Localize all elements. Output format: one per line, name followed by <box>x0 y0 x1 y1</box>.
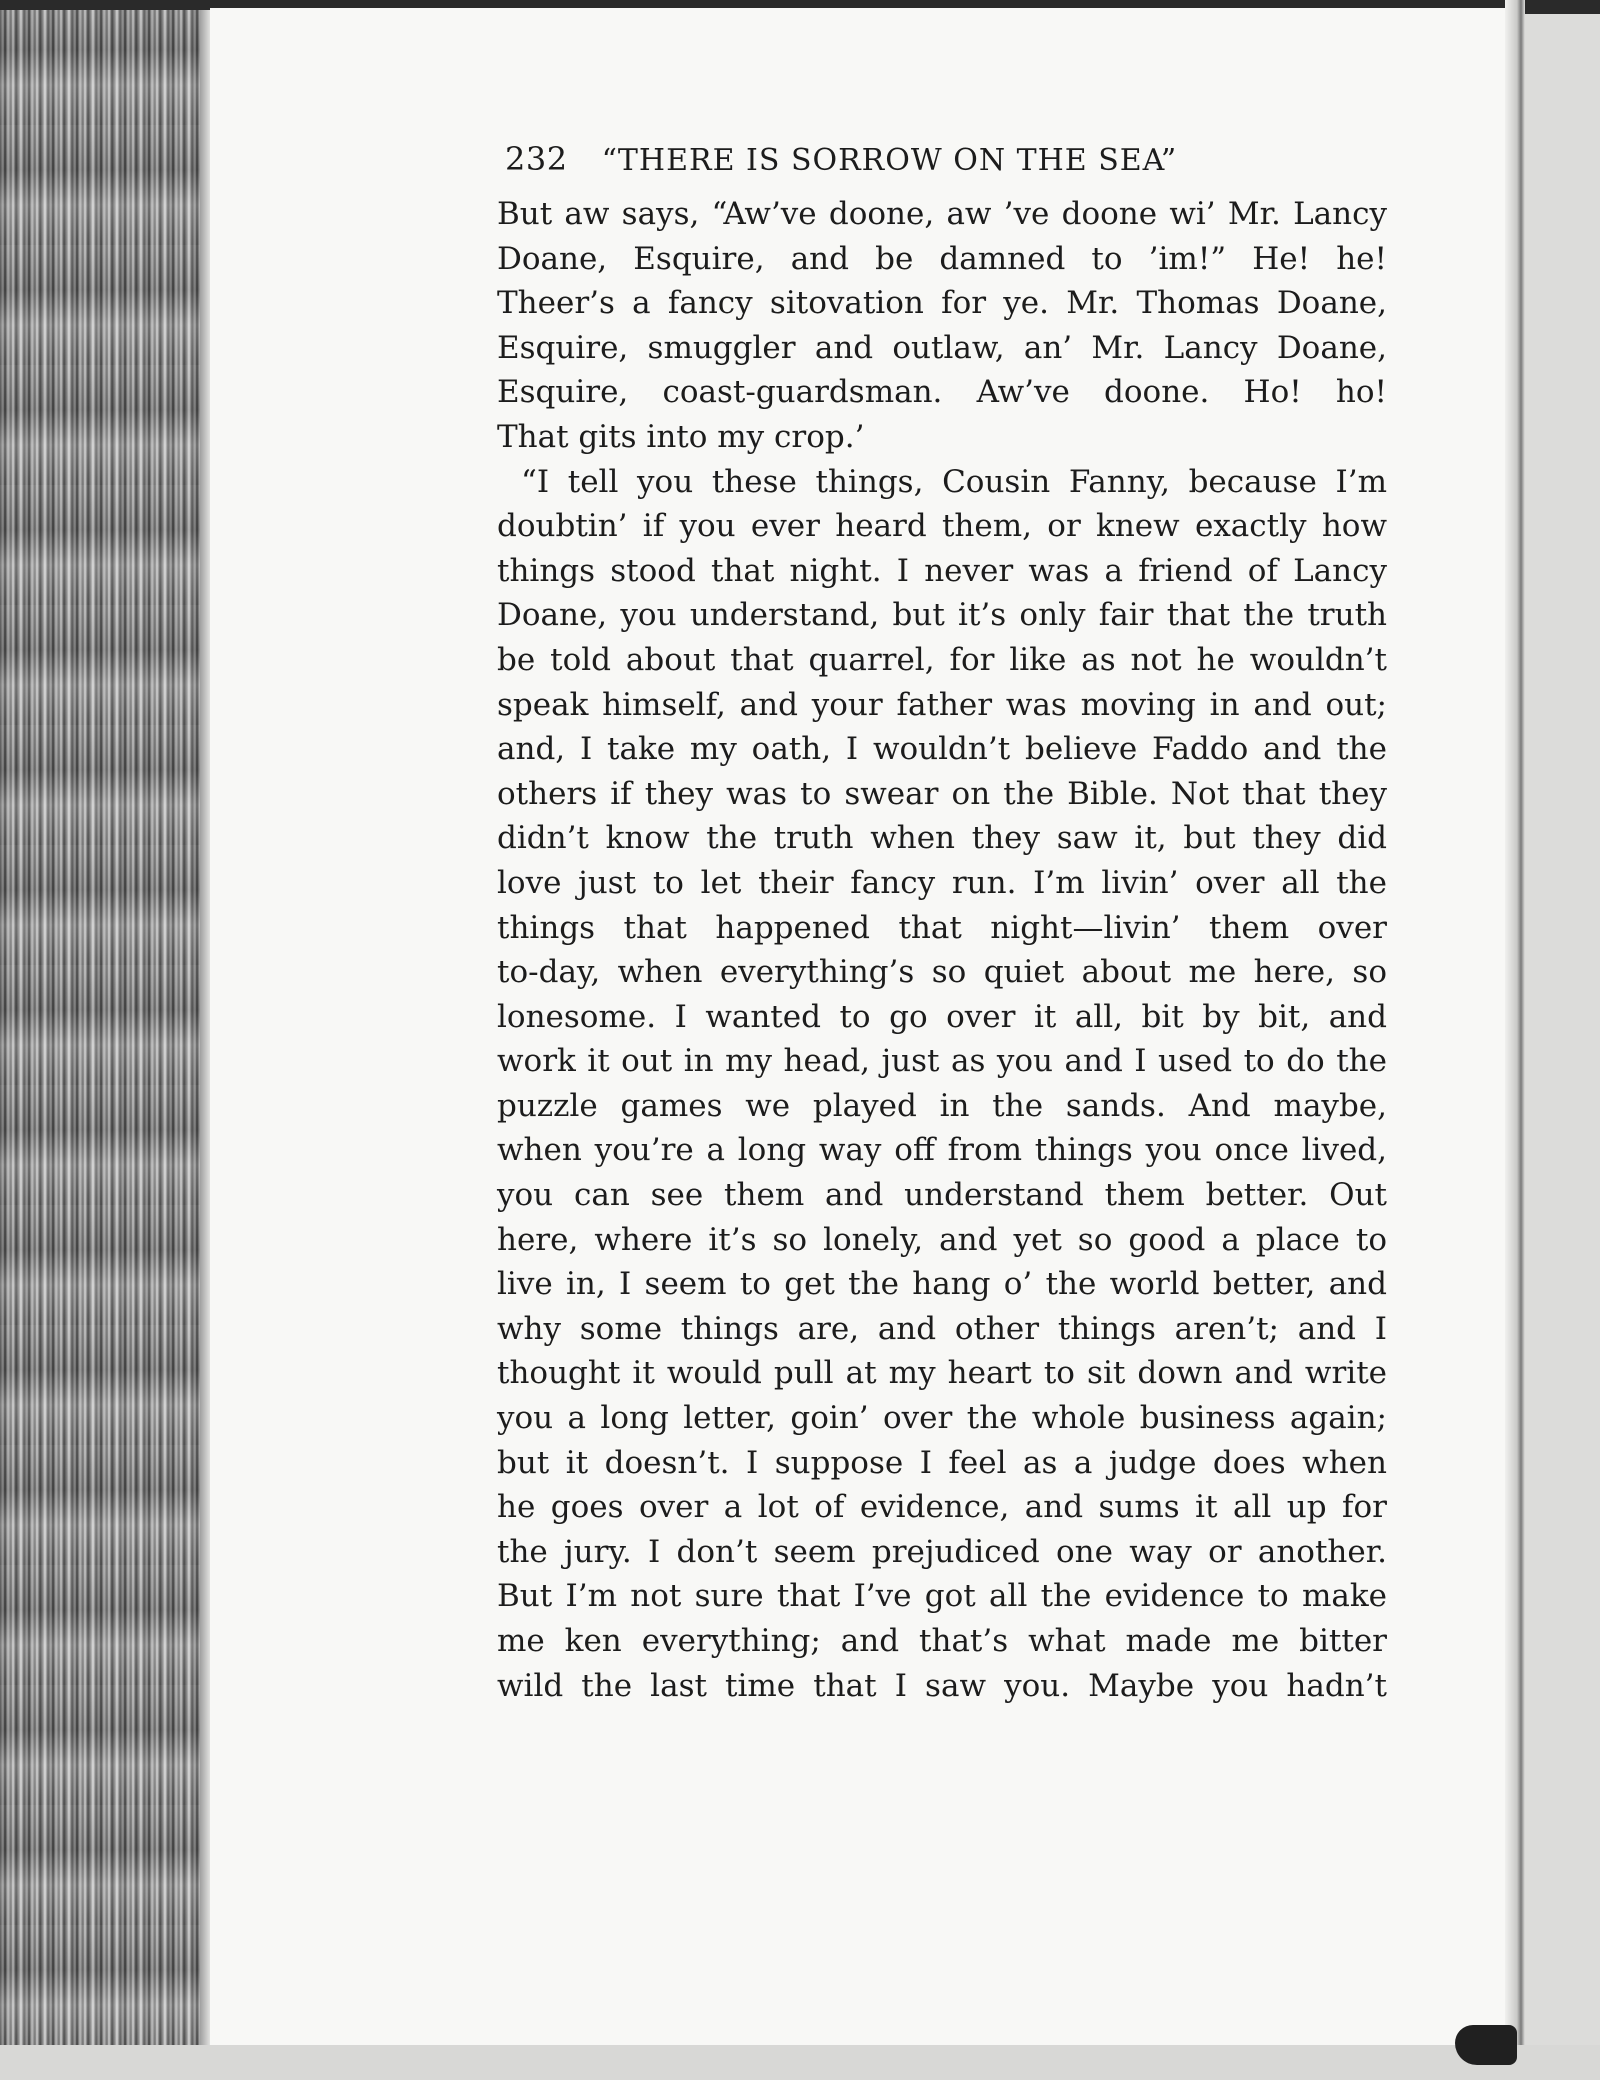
text-line: “I tell you these things, Cousin Fanny, because I’m <box>521 463 1387 500</box>
book-page-edges <box>0 10 215 2045</box>
running-head <box>505 140 1387 178</box>
text-line: Esquire, smuggler and outlaw, an’ Mr. Lancy Doane, <box>497 329 1387 366</box>
text-line: be told about that quarrel, for like as not he wouldn’t <box>497 641 1387 678</box>
text-line: speak himself, and your father was moving in and out; <box>497 686 1387 723</box>
text-line: wild the last time that I saw you. Maybe you hadn’t <box>497 1667 1387 1704</box>
text-line: live in, I seem to get the hang o’ the world better, and <box>497 1266 1387 1303</box>
text-line: Esquire, coast-guardsman. Aw’ve doone. Ho! ho! <box>497 374 1387 411</box>
text-line: but it doesn’t. I suppose I feel as a judge does when <box>497 1444 1387 1481</box>
text-line: love just to let their fancy run. I’m livin’ over all the <box>497 864 1387 901</box>
text-line: why some things are, and other things aren’t; and I <box>497 1310 1387 1347</box>
text-line: to-day, when everything’s so quiet about me here, so <box>497 954 1387 991</box>
text-line: Doane, Esquire, and be damned to ’im!” He! he! <box>497 240 1387 277</box>
text-line: thought it would pull at my heart to sit down and write <box>497 1355 1387 1392</box>
body-text <box>497 192 1387 1708</box>
text-line: when you’re a long way off from things you once lived, <box>497 1132 1387 1169</box>
text-line: That gits into my crop.’ <box>497 418 865 455</box>
text-line: the jury. I don’t seem prejudiced one way or another. <box>497 1533 1387 1570</box>
text-line: puzzle games we played in the sands. And maybe, <box>497 1087 1387 1124</box>
scan-bottom-strip <box>0 2045 1600 2080</box>
text-line: he goes over a lot of evidence, and sums it all up for <box>497 1489 1387 1526</box>
text-line: work it out in my head, just as you and I used to do the <box>497 1043 1387 1080</box>
text-line: But aw says, “Aw’ve doone, aw ’ve doone wi’ Mr. Lancy <box>497 196 1387 232</box>
text-line: doubtin’ if you ever heard them, or knew exactly how <box>497 508 1387 545</box>
text-line: things that happened that night—livin’ them over <box>497 909 1387 946</box>
page-text-block <box>497 140 1387 1708</box>
text-line: and, I take my oath, I wouldn’t believe Faddo and the <box>497 731 1387 768</box>
text-line: Theer’s a fancy sitovation for ye. Mr. Thomas Doane, <box>497 285 1387 322</box>
chapter-title: “THERE IS SORROW ON THE SEA” <box>601 143 1178 178</box>
text-line: things stood that night. I never was a friend of Lancy <box>497 552 1387 589</box>
text-line: others if they was to swear on the Bible. Not that they <box>497 775 1387 812</box>
text-line: you can see them and understand them better. Out <box>497 1177 1387 1214</box>
text-line: didn’t know the truth when they saw it, but they did <box>497 820 1387 857</box>
text-line: here, where it’s so lonely, and yet so good a place to <box>497 1221 1387 1258</box>
text-line: Doane, you understand, but it’s only fair that the truth <box>497 597 1387 634</box>
text-line: you a long letter, goin’ over the whole business again; <box>497 1400 1387 1437</box>
text-line: But I’m not sure that I’ve got all the evidence to make <box>497 1578 1387 1615</box>
text-line: me ken everything; and that’s what made me bitter <box>497 1623 1387 1659</box>
page-number: 232 <box>505 140 568 178</box>
page-right-edge <box>1505 0 1525 2080</box>
scan-artifact <box>1455 2025 1517 2065</box>
text-line: lonesome. I wanted to go over it all, bit by bit, and <box>497 998 1387 1035</box>
